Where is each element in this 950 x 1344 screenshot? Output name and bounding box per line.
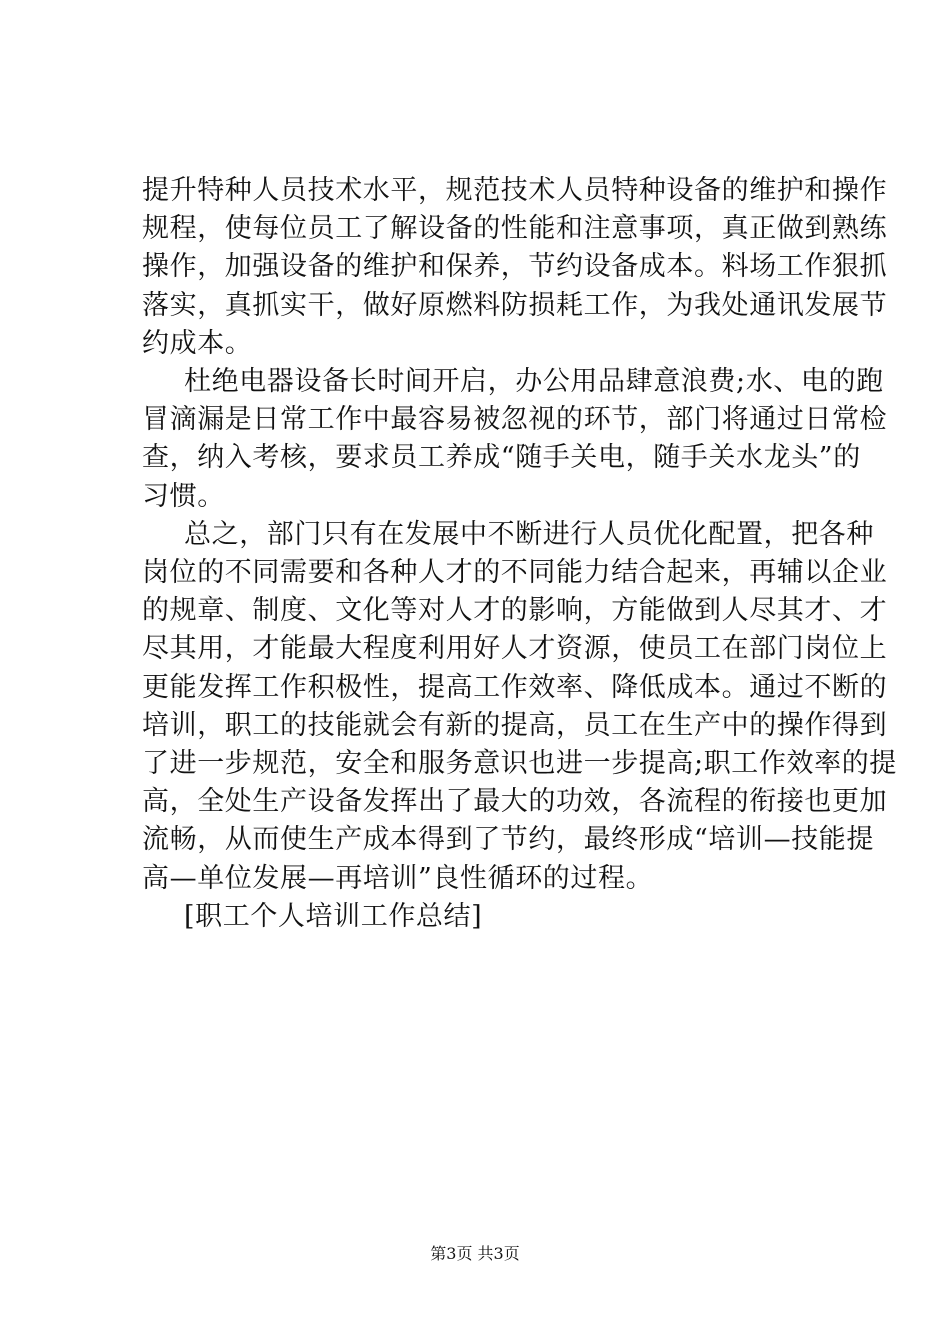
text-line: 操作，加强设备的维护和保养，节约设备成本。料场工作狠抓 [142, 251, 888, 283]
paragraph [142, 172, 888, 363]
document-title-tag: [职工个人培训工作总结] [184, 900, 483, 932]
text-line: 了进一步规范，安全和服务意识也进一步提高;职工作效率的提 [142, 748, 897, 780]
text-line: 约成本。 [142, 327, 253, 359]
text-line: 总之，部门只有在发展中不断进行人员优化配置，把各种 [184, 518, 874, 550]
text-line: 培训，职工的技能就会有新的提高，员工在生产中的操作得到 [142, 709, 888, 741]
text-line: 岗位的不同需要和各种人才的不同能力结合起来，再辅以企业 [142, 557, 888, 589]
document-body [142, 172, 897, 936]
paragraph [142, 898, 830, 936]
text-line: 流畅，从而使生产成本得到了节约，最终形成“培训—技能提 [142, 824, 875, 856]
text-line: 高，全处生产设备发挥出了最大的功效，各流程的衔接也更加 [142, 786, 888, 818]
text-line: 杜绝电器设备长时间开启，办公用品肆意浪费;水、电的跑 [184, 366, 884, 398]
text-line: 的规章、制度、文化等对人才的影响，方能做到人尽其才、才 [142, 595, 888, 627]
paragraph [142, 363, 888, 516]
text-line: 尽其用，才能最大程度利用好人才资源，使员工在部门岗位上 [142, 633, 888, 665]
paragraph [142, 516, 897, 898]
page-number-footer: 第3页 共3页 [430, 1244, 520, 1263]
text-line: 落实，真抓实干，做好原燃料防损耗工作，为我处通讯发展节 [142, 289, 888, 321]
text-line: 查，纳入考核，要求员工养成“随手关电，随手关水龙头”的 [142, 442, 861, 474]
text-line: 更能发挥工作积极性，提高工作效率、降低成本。通过不断的 [142, 671, 888, 703]
text-line: 规程，使每位员工了解设备的性能和注意事项，真正做到熟练 [142, 213, 888, 245]
text-line: 冒滴漏是日常工作中最容易被忽视的环节，部门将通过日常检 [142, 404, 888, 436]
text-line: 高—单位发展—再培训”良性循环的过程。 [142, 862, 654, 894]
text-line: 提升特种人员技术水平，规范技术人员特种设备的维护和操作 [142, 175, 888, 206]
text-line: 习惯。 [142, 480, 225, 512]
